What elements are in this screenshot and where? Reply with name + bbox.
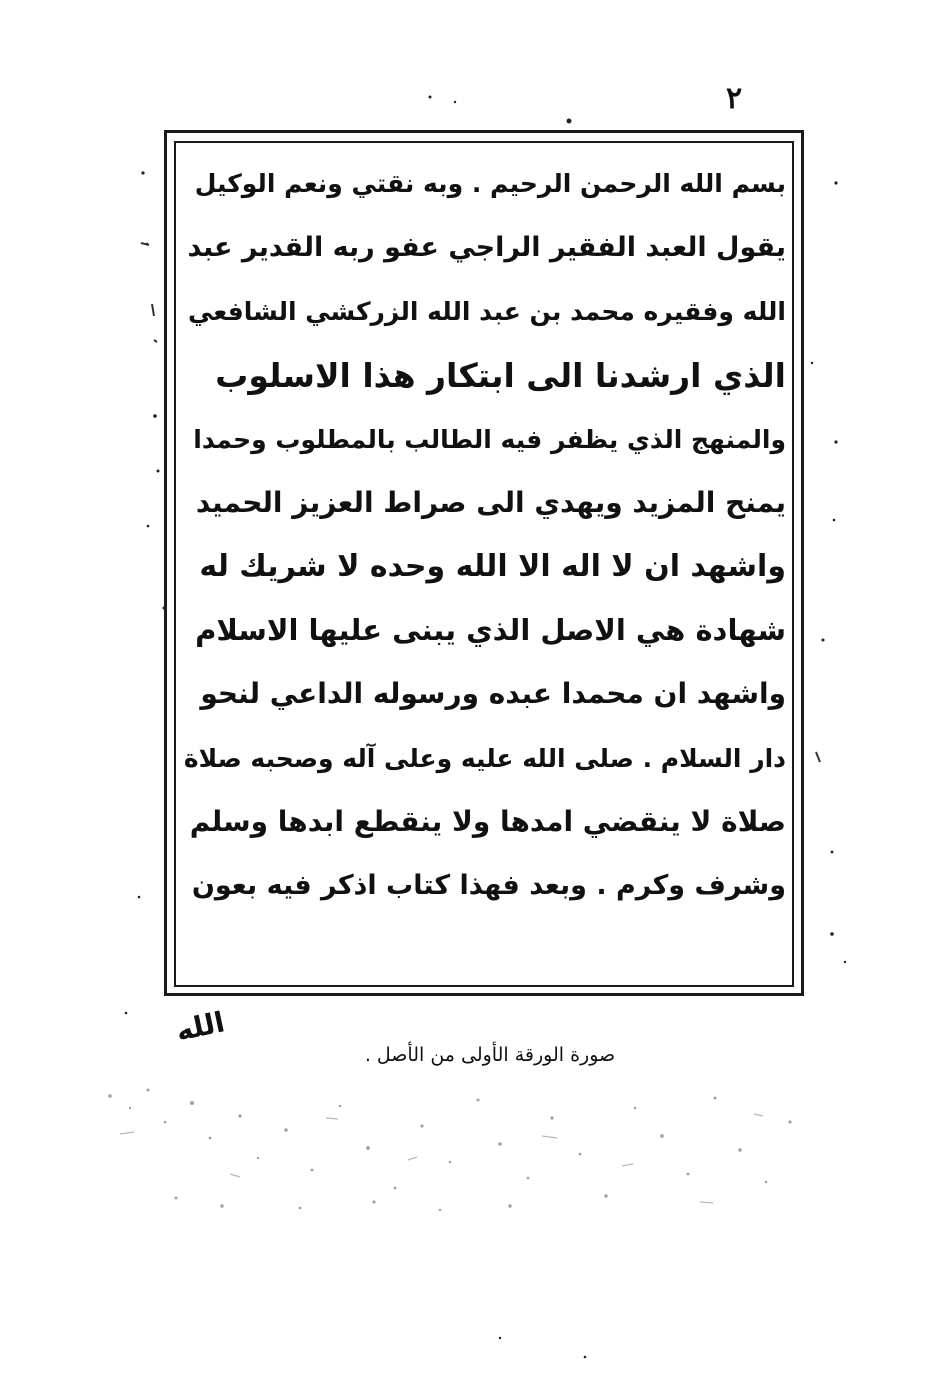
page-caption: صورة الورقة الأولى من الأصل . (364, 1044, 616, 1066)
manuscript-line: بسم الله الرحمن الرحيم . وبه نقتي ونعم الوكيل (194, 169, 786, 199)
page-number: ٢ (726, 81, 743, 116)
manuscript-line: واشهد ان محمدا عبده ورسوله الداعي لنحو (200, 677, 786, 711)
manuscript-line: الله وفقيره محمد بن عبد الله الزركشي الشافعي (187, 296, 786, 326)
manuscript-line: يقول العبد الفقير الراجي عفو ربه القدير عبد (187, 232, 786, 264)
manuscript-line: واشهد ان لا اله الا الله وحده لا شريك له (199, 548, 786, 584)
manuscript-line: والمنهج الذي يظفر فيه الطالب بالمطلوب وحمدا (193, 424, 786, 454)
manuscript-line: صلاة لا ينقضي امدها ولا ينقطع ابدها وسلم (189, 804, 786, 838)
manuscript-line: دار السلام . صلى الله عليه وعلى آله وصحبه صلاة (183, 743, 786, 773)
manuscript-line: الذي ارشدنا الى ابتكار هذا الاسلوب (215, 355, 786, 395)
manuscript-line: يمنح المزيد ويهدي الى صراط العزيز الحميد (195, 485, 786, 519)
manuscript-line: وشرف وكرم . وبعد فهذا كتاب اذكر فيه بعون (191, 870, 786, 902)
scan-smudge (90, 1078, 820, 1218)
catchword-signature: الله (173, 1005, 228, 1048)
manuscript-text (184, 152, 786, 982)
manuscript-line: شهادة هي الاصل الذي يبنى عليها الاسلام (195, 612, 786, 647)
